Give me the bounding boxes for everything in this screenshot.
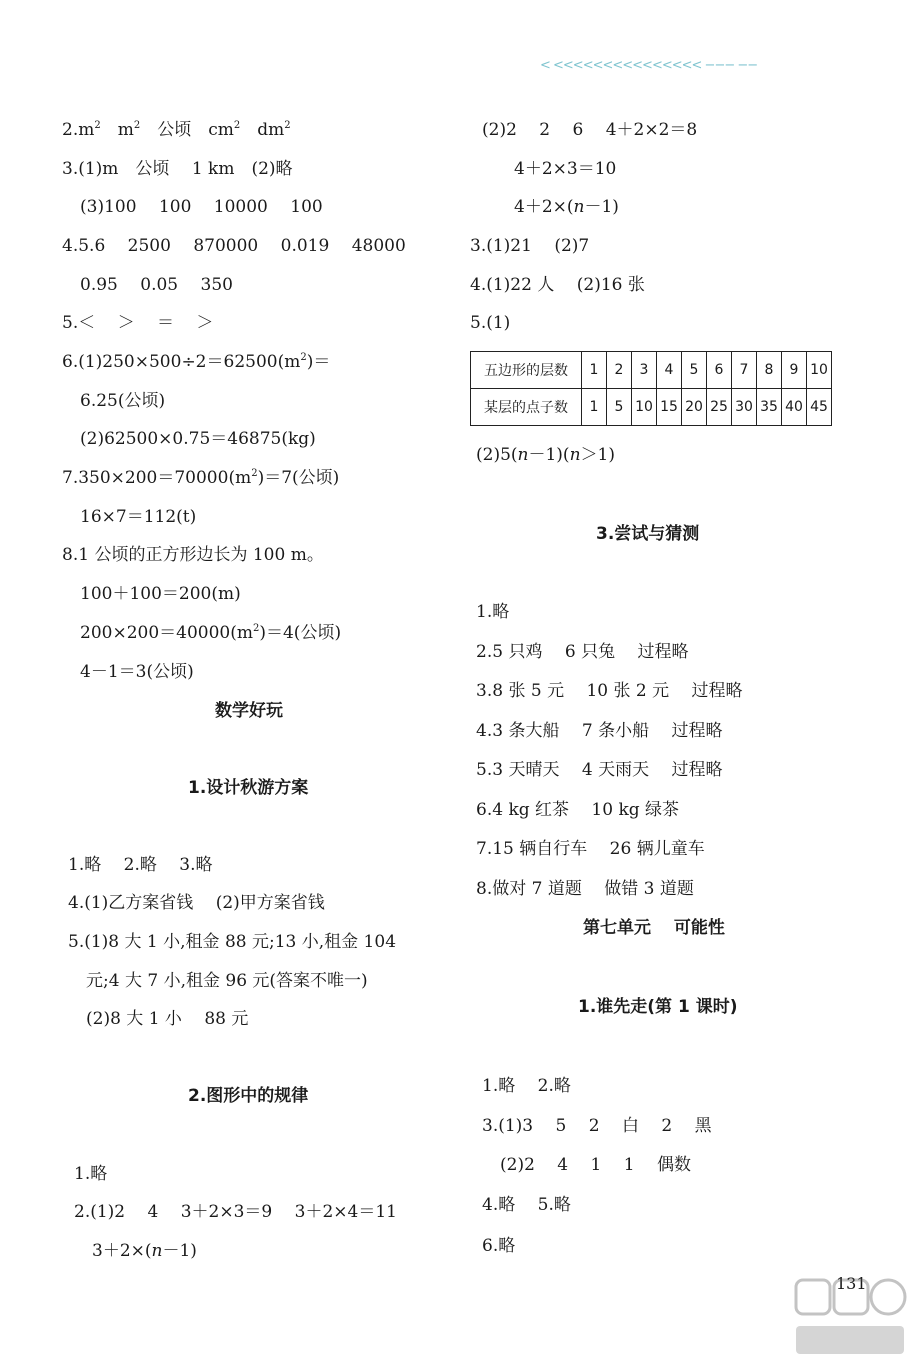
guess-answer-3: 3.8 张 5 元 10 张 2 元 过程略 bbox=[476, 681, 743, 701]
page-number: 131 bbox=[836, 1274, 867, 1293]
answer-8-line4: 4－1＝3(公顷) bbox=[80, 662, 194, 682]
unit-heading-probability: 第七单元 可能性 bbox=[583, 918, 725, 938]
guess-answer-6: 6.4 kg 红茶 10 kg 绿茶 bbox=[476, 800, 680, 820]
table-cell: 5 bbox=[607, 389, 632, 426]
pattern-answer-5-part2: (2)5(n－1)(n＞1) bbox=[476, 445, 615, 465]
table-cell: 30 bbox=[732, 389, 757, 426]
answer-2: $2.m^2$ $m^2$ 公顷 $cm^2$ $dm^2$ bbox=[62, 120, 291, 140]
pattern-answer-5: 5.(1) bbox=[470, 313, 511, 333]
guess-answer-4: 4.3 条大船 7 条小船 过程略 bbox=[476, 721, 723, 741]
answer-7-line2: 16×7＝112(t) bbox=[80, 507, 197, 527]
pattern-answer-3: 3.(1)21 (2)7 bbox=[470, 236, 590, 256]
table-cell: 9 bbox=[782, 352, 807, 389]
table-cell: 10 bbox=[807, 352, 832, 389]
answer-4-line2: 0.95 0.05 350 bbox=[80, 275, 233, 295]
section-heading-who-goes-first: 1.谁先走(第 1 课时) bbox=[578, 997, 738, 1017]
answer-3-line2: (3)100 100 10000 100 bbox=[80, 197, 323, 217]
guess-answer-8: 8.做对 7 道题 做错 3 道题 bbox=[476, 879, 694, 899]
trip-answer-5-line3: (2)8 大 1 小 88 元 bbox=[86, 1009, 249, 1029]
table-row-label: 某层的点子数 bbox=[471, 389, 582, 426]
probability-answer-1: 1.略 2.略 bbox=[482, 1076, 571, 1096]
answer-6-line2: 6.25(公顷) bbox=[80, 391, 166, 411]
table-cell: 2 bbox=[607, 352, 632, 389]
table-row-label: 五边形的层数 bbox=[471, 352, 582, 389]
table-cell: 5 bbox=[682, 352, 707, 389]
table-cell: 7 bbox=[732, 352, 757, 389]
table-cell: 6 bbox=[707, 352, 732, 389]
guess-answer-1: 1.略 bbox=[476, 602, 510, 622]
table-cell: 25 bbox=[707, 389, 732, 426]
guess-answer-5: 5.3 天晴天 4 天雨天 过程略 bbox=[476, 760, 723, 780]
answer-5: 5.＜ ＞ ＝ ＞ bbox=[62, 313, 214, 333]
answer-6-line3: (2)62500×0.75＝46875(kg) bbox=[80, 429, 316, 449]
answer-3-line1: 3.(1)m 公顷 1 km (2)略 bbox=[62, 159, 293, 179]
section-heading-try-and-guess: 3.尝试与猜测 bbox=[596, 524, 700, 544]
table-cell: 1 bbox=[582, 389, 607, 426]
answer-8-line2: 100＋100＝200(m) bbox=[80, 584, 241, 604]
pattern-answer-2-part2: (2)2 2 6 4＋2×2＝8 bbox=[482, 120, 698, 140]
probability-answer-3-line1: 3.(1)3 5 2 白 2 黑 bbox=[482, 1116, 712, 1136]
pattern-answer-1: 1.略 bbox=[74, 1164, 108, 1184]
probability-answer-6: 6.略 bbox=[482, 1236, 516, 1256]
probability-answer-3-line2: (2)2 4 1 1 偶数 bbox=[500, 1155, 691, 1175]
trip-answer-1: 1.略 2.略 3.略 bbox=[68, 855, 213, 875]
table-row bbox=[471, 389, 832, 426]
trip-answer-5-line2: 元;4 大 7 小,租金 96 元(答案不唯一) bbox=[86, 971, 368, 991]
answer-4-line1: 4.5.6 2500 870000 0.019 48000 bbox=[62, 236, 406, 256]
pattern-formula-line2: 4＋2×3＝10 bbox=[514, 159, 617, 179]
watermark-logo bbox=[790, 1276, 910, 1360]
table-cell: 45 bbox=[807, 389, 832, 426]
pattern-answer-2-line1: 2.(1)2 4 3＋2×3＝9 3＋2×4＝11 bbox=[74, 1202, 397, 1222]
section-heading-math-fun: 数学好玩 bbox=[215, 701, 283, 721]
section-heading-autumn-trip: 1.设计秋游方案 bbox=[188, 778, 309, 798]
table-cell: 40 bbox=[782, 389, 807, 426]
header-decoration: < <<<<<<<<<<<<<<< −−− −− bbox=[540, 58, 758, 73]
table-cell: 3 bbox=[632, 352, 657, 389]
answer-8-line1: 8.1 公顷的正方形边长为 100 m。 bbox=[62, 545, 324, 565]
pattern-formula-line3: 4＋2×(n－1) bbox=[514, 197, 619, 217]
guess-answer-2: 2.5 只鸡 6 只兔 过程略 bbox=[476, 642, 689, 662]
table-cell: 8 bbox=[757, 352, 782, 389]
pattern-answer-4: 4.(1)22 人 (2)16 张 bbox=[470, 275, 645, 295]
table-row bbox=[471, 352, 832, 389]
table-cell: 1 bbox=[582, 352, 607, 389]
answer-7-line1: $7.350\times 200=70000(m^2)=7$(公顷) bbox=[62, 468, 340, 488]
section-heading-figure-patterns: 2.图形中的规律 bbox=[188, 1086, 309, 1106]
table-cell: 15 bbox=[657, 389, 682, 426]
table-cell: 4 bbox=[657, 352, 682, 389]
table-cell: 35 bbox=[757, 389, 782, 426]
guess-answer-7: 7.15 辆自行车 26 辆儿童车 bbox=[476, 839, 705, 859]
trip-answer-5-line1: 5.(1)8 大 1 小,租金 88 元;13 小,租金 104 bbox=[68, 932, 397, 952]
table-cell: 10 bbox=[632, 389, 657, 426]
probability-answer-4: 4.略 5.略 bbox=[482, 1195, 571, 1215]
answer-6-line1: $6.(1)250\times 500\div 2=62500(m^2)=$ bbox=[62, 352, 331, 372]
table-cell: 20 bbox=[682, 389, 707, 426]
trip-answer-4: 4.(1)乙方案省钱 (2)甲方案省钱 bbox=[68, 893, 325, 913]
pentagon-dots-table bbox=[470, 351, 832, 426]
answer-8-line3: $200\times 200=40000(m^2)=4$(公顷) bbox=[80, 623, 342, 643]
pattern-answer-2-line2: 3＋2×(n－1) bbox=[92, 1241, 197, 1261]
